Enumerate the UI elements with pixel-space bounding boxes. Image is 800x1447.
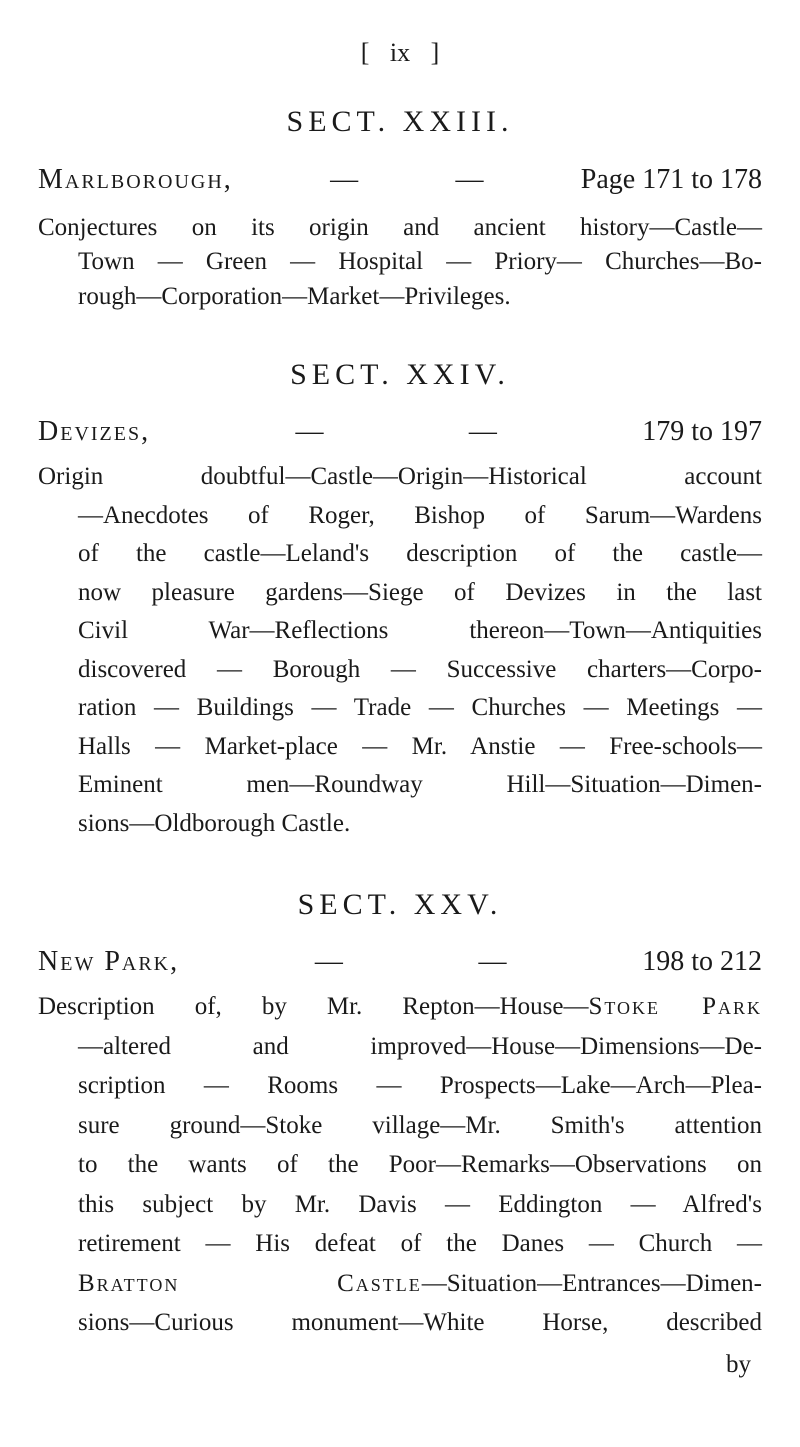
text-segment: —Situation—Entrances—Dimen- [421, 1269, 762, 1297]
text-segment: —altered and improved—House—Dimensions—De- [78, 1032, 762, 1060]
text-segment: of the castle—Leland's description of the castle— [78, 540, 762, 567]
page-range: 198 to 212 [642, 946, 762, 977]
small-caps-place: Bratton Castle [78, 1269, 422, 1297]
text-line [78, 1308, 762, 1338]
text-segment: Description of, by Mr. Repton—House— [38, 993, 589, 1020]
text-line [78, 501, 762, 531]
text-segment: rough—Corporation—Market—Privileges. [78, 283, 511, 310]
section-entry [38, 164, 762, 196]
text-line [78, 1150, 762, 1180]
text-line [78, 1111, 762, 1141]
place-name: Devizes, [38, 416, 151, 447]
text-segment: sure ground—Stoke village—Mr. Smith's attention [78, 1111, 762, 1139]
dash: — [330, 164, 359, 195]
text-segment: Eminent men—Roundway Hill—Situation—Dimen- [78, 771, 762, 798]
text-segment: Halls — Market-place — Mr. Anstie — Free-schools— [78, 732, 762, 760]
place-name: Marlborough, [38, 164, 233, 195]
catchword: by [726, 1351, 751, 1378]
dash: — [478, 946, 507, 977]
dash: — [314, 946, 343, 977]
place-name: New Park, [38, 946, 180, 977]
text-line [38, 213, 762, 243]
text-segment: to the wants of the Poor—Remarks—Observations on [78, 1151, 762, 1178]
text-segment: now pleasure gardens—Siege of Devizes in the last [78, 578, 762, 606]
text-line [78, 1229, 762, 1259]
text-line [78, 1190, 762, 1220]
text-line [78, 1071, 762, 1101]
section-heading: SECT. XXIII. [286, 105, 514, 138]
text-line [38, 992, 762, 1022]
text-line [78, 809, 350, 839]
text-segment: scription — Rooms — Prospects—Lake—Arch—Plea- [78, 1072, 762, 1099]
text-segment: ration — Buildings — Trade — Churches — Meetings — [78, 694, 762, 721]
small-caps-place: Stoke Park [588, 993, 762, 1020]
text-line [78, 539, 762, 569]
text-segment: —Anecdotes of Roger, Bishop of Sarum—Wardens [78, 501, 762, 529]
text-segment: Civil War—Reflections thereon—Town—Antiquities [78, 617, 762, 644]
page-number: [ ix ] [360, 38, 440, 67]
text-segment: retirement — His defeat of the Danes — Church — [78, 1230, 762, 1257]
text-segment: sions—Curious monument—White Horse, described [78, 1309, 762, 1336]
text-line [78, 247, 762, 277]
dash: — [468, 416, 497, 447]
page-range: Page 171 to 178 [580, 164, 762, 195]
text-line [78, 732, 762, 762]
section-heading: SECT. XXIV. [290, 358, 510, 391]
text-line [78, 616, 762, 646]
dash: — [455, 164, 484, 195]
text-line [78, 1032, 762, 1062]
text-segment: Origin doubtful—Castle—Origin—Historical account [38, 463, 762, 490]
section-heading: SECT. XXV. [297, 888, 503, 921]
text-segment: discovered — Borough — Successive charters—Corpo- [78, 655, 762, 683]
text-line [78, 282, 511, 312]
text-line [78, 578, 762, 608]
text-line [78, 655, 762, 685]
text-segment: Conjectures on its origin and ancient history—Castle— [38, 214, 762, 241]
text-line [78, 770, 762, 800]
text-segment: sions—Oldborough Castle. [78, 809, 351, 837]
section-entry [38, 946, 762, 978]
text-line [38, 462, 762, 492]
text-line [78, 693, 762, 723]
text-segment: this subject by Mr. Davis — Eddington — Alfred's [78, 1190, 762, 1218]
page-range: 179 to 197 [642, 416, 762, 447]
section-entry [38, 416, 762, 448]
text-line [78, 1269, 762, 1299]
text-segment: Town — Green — Hospital — Priory— Churches—Bo- [78, 248, 762, 275]
dash: — [295, 416, 324, 447]
